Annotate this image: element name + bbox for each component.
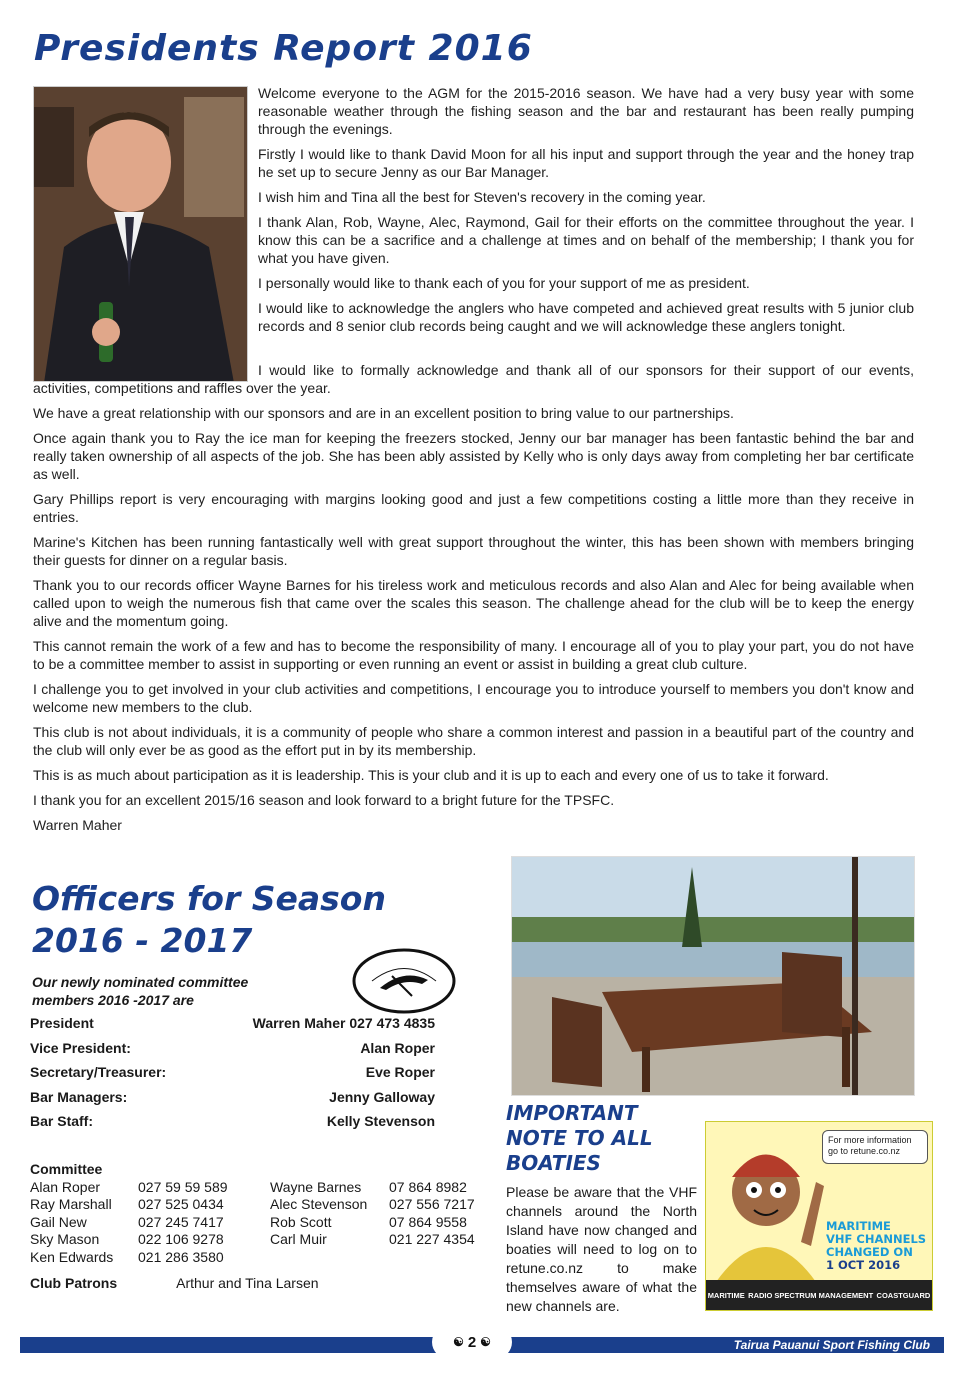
patrons-names: Arthur and Tina Larsen [176, 1275, 319, 1291]
sponsor-strip [706, 1280, 932, 1310]
committee-heading: Committee [30, 1161, 103, 1177]
page-number-badge [432, 1325, 512, 1359]
vhf-headline-line: CHANGED ON [826, 1245, 913, 1259]
report-paragraph: Firstly I would like to thank David Moon for all his input and support through the year and the honey trap he set up to secure Jenny as our Bar Manager. [258, 146, 914, 180]
committee-member-phone: 027 525 0434 [138, 1196, 224, 1212]
report-paragraph: I challenge you to get involved in your club activities and competitions, I encourage you to introduce yourself to members you don't know and welcome new members to the club. [33, 681, 914, 715]
role-title: Bar Staff: [30, 1113, 94, 1129]
committee-member-name: Gail New [30, 1213, 87, 1230]
sponsor-coastguard: COASTGUARD [876, 1290, 931, 1300]
report-paragraph: We have a great relationship with our sponsors and are in an excellent position to bring value to our partnerships. [33, 405, 734, 421]
role-row [30, 1113, 435, 1138]
club-logo-image [352, 948, 456, 1014]
report-signature: Warren Maher [33, 817, 122, 833]
committee-member-name: Ken Edwards [30, 1248, 114, 1265]
report-paragraph: This club is not about individuals, it is a community of people who share a common interest and passion in a beautiful part of the country and the club will only ever be as good as the effort put in by its membership. [33, 724, 914, 758]
report-paragraph: I thank you for an excellent 2015/16 season and look forward to a bright future for the TPSFC. [33, 792, 615, 808]
notice-heading-line: NOTE TO ALL [506, 1126, 653, 1150]
role-row [30, 1064, 435, 1089]
page-number: 2 [467, 1333, 477, 1351]
club-logo [352, 948, 456, 1014]
officer-roles [30, 1015, 435, 1138]
report-paragraph: I would like to acknowledge the anglers who have competed and achieved great results with 5 junior club records and 8 senior club records being caught and we will acknowledge these anglers tonight. [258, 300, 914, 334]
committee-member-phone: 07 864 8982 [389, 1178, 467, 1195]
vhf-headline-date: 1 OCT 2016 [826, 1258, 901, 1272]
role-title: Secretary/Treasurer: [30, 1064, 167, 1080]
info-bubble: For more information go to retune.co.nz [822, 1130, 928, 1164]
report-paragraph: Welcome everyone to the AGM for the 2015-2016 season. We have had a very busy year with some reasonable weather through the fishing season and the bar and restaurant has been really pumping through the evenings. [258, 85, 914, 137]
president-photo [33, 86, 248, 382]
role-holder: Jenny Galloway [329, 1088, 435, 1105]
officers-heading-line2: 2016 - 2017 [32, 921, 253, 960]
notice-heading-line: IMPORTANT [506, 1101, 638, 1125]
committee-member-phone: 027 245 7417 [138, 1213, 224, 1230]
vhf-headline-line: VHF CHANNELS [826, 1232, 927, 1246]
committee-member-name: Carl Muir [270, 1231, 327, 1247]
committee-member-name: Alec Stevenson [270, 1196, 368, 1212]
report-paragraph: This cannot remain the work of a few and has to become the responsibility of many. I encourage all of you to play your part, you do not have to be a committee member to assist in supporting or even running an event or assist in building a great club culture. [33, 638, 914, 672]
committee-member-phone: 021 227 4354 [389, 1231, 475, 1247]
report-paragraph: Marine's Kitchen has been running fantastically well with great support throughout the winter, this has been shown with members bringing their guests for dinner on a regular basis. [33, 534, 914, 568]
role-row [30, 1089, 435, 1114]
report-paragraph: I wish him and Tina all the best for Steven's recovery in the coming year. [258, 189, 706, 205]
report-paragraph: I would like to formally acknowledge and thank all of our sponsors for their support of our events, activities, competitions and raffles over the year. [33, 362, 914, 396]
vhf-headline [826, 1220, 930, 1272]
vhf-notice-graphic [705, 1121, 933, 1311]
patrons-label: Club Patrons [30, 1275, 118, 1291]
footer-club-name: Tairua Pauanui Sport Fishing Club [733, 1338, 930, 1352]
committee-grid [30, 1179, 490, 1267]
role-title: Bar Managers: [30, 1088, 128, 1105]
sponsor-rsm: RADIO SPECTRUM MANAGEMENT [748, 1290, 874, 1300]
role-title: Vice President: [30, 1039, 131, 1056]
report-paragraph: This is as much about participation as it is leadership. This is your club and it is up to each and every one of us to take it forward. [33, 767, 829, 783]
notice-text: Please be aware that the VHF channels around the North Island have now changed and boaties will need to log on to retune.co.nz to make themselves aware of what the new channels are. [506, 1184, 697, 1314]
officers-intro: Our newly nominated committee members 2016 -2017 are [32, 974, 249, 1008]
report-paragraph: I thank Alan, Rob, Wayne, Alec, Raymond, Gail for their efforts on the committee throughout the year. I know this can be a sacrifice and a challenge at times and on behalf of the membership; I thank you for what you have given. [258, 214, 914, 266]
committee-member-name: Wayne Barnes [270, 1178, 362, 1195]
committee-member-name: Rob Scott [270, 1213, 332, 1230]
committee-member-phone: 027 59 59 589 [138, 1178, 228, 1195]
president-photo-image [34, 87, 248, 382]
notice-heading-line: BOATIES [506, 1151, 601, 1175]
committee-member-phone: 021 286 3580 [138, 1248, 224, 1265]
deck-photo [511, 856, 915, 1096]
committee-member-phone: 07 864 9558 [389, 1213, 467, 1230]
role-title: President [30, 1015, 94, 1031]
committee-member-phone: 022 106 9278 [138, 1231, 224, 1247]
role-row [30, 1015, 435, 1040]
role-holder: Eve Roper [365, 1064, 435, 1080]
report-body-column [33, 361, 914, 841]
deck-photo-image [512, 857, 915, 1096]
report-paragraph: Thank you to our records officer Wayne Barnes for his tireless work and meticulous records and also Alan and Alec for being available when called upon to weigh the numerous fish that came over the scales this season. The challenge ahead for the club will be to keep the energy alive and the momentum going. [33, 577, 914, 629]
fish-icon: ☯ [453, 1335, 464, 1349]
committee-member-name: Sky Mason [30, 1231, 100, 1247]
role-holder: Kelly Stevenson [326, 1113, 435, 1129]
notice-heading [506, 1101, 706, 1176]
page-title: Presidents Report 2016 [34, 28, 533, 69]
role-holder: Warren Maher 027 473 4835 [252, 1015, 435, 1031]
report-paragraph: Once again thank you to Ray the ice man for keeping the freezers stocked, Jenny our bar manager has been fantastic behind the bar and really taken ownership of all aspects of the job. She has been ably assisted by Kelly who is only days away from completing her bar certificate as well. [33, 430, 914, 482]
report-paragraph: Gary Phillips report is very encouraging with margins looking good and just a few competitions costing a little more than they receive in entries. [33, 491, 914, 525]
committee-member-name: Ray Marshall [30, 1196, 112, 1212]
committee-member-phone: 027 556 7217 [389, 1196, 475, 1212]
sponsor-maritime: MARITIME [707, 1290, 745, 1300]
report-paragraph: I personally would like to thank each of you for your support of me as president. [258, 275, 750, 291]
officers-heading-line1: Officers for Season [32, 879, 386, 918]
fish-icon: ☯ [480, 1335, 491, 1349]
role-holder: Alan Roper [360, 1039, 435, 1056]
committee-list [30, 1161, 490, 1266]
report-intro-column [258, 84, 914, 342]
role-row [30, 1040, 435, 1065]
vhf-headline-line: MARITIME [826, 1219, 891, 1233]
committee-member-name: Alan Roper [30, 1178, 101, 1195]
club-patrons [30, 1275, 319, 1291]
